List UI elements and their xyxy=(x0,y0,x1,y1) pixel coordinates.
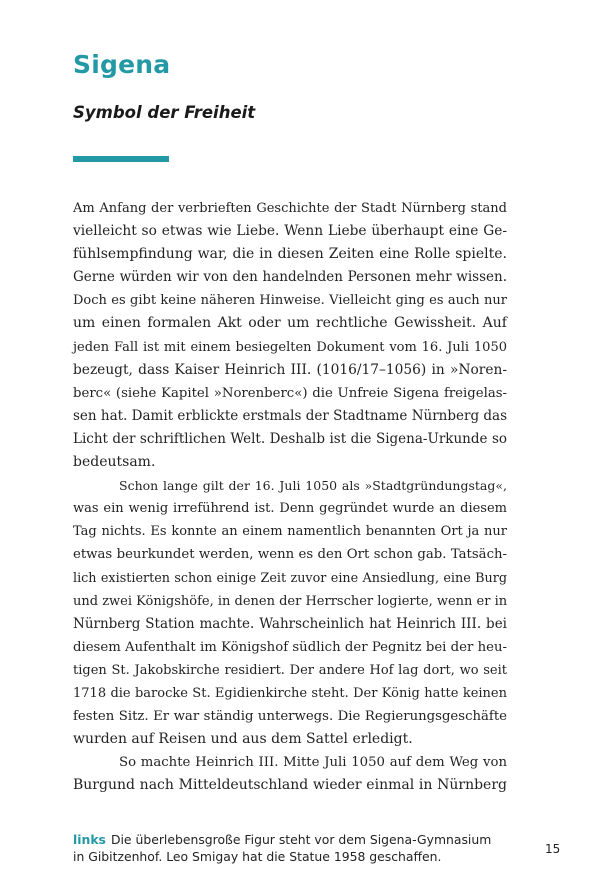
accent-divider xyxy=(73,156,169,162)
text-line: um einen formalen Akt oder um rechtliche Gewissheit. Auf xyxy=(73,315,507,332)
text-line: Burgund nach Mitteldeutschland wieder einmal in Nürnberg xyxy=(73,777,507,794)
text-line: berc« (siehe Kapitel »Norenberc«) die Unfreie Sigena freigelas- xyxy=(73,385,507,401)
text-line: Nürnberg Station machte. Wahrscheinlich hat Heinrich III. bei xyxy=(73,615,507,632)
body-text xyxy=(73,197,507,797)
text-line: bezeugt, dass Kaiser Heinrich III. (1016/17–1056) in »Noren- xyxy=(73,361,507,378)
chapter-subtitle: Symbol der Freiheit xyxy=(73,103,256,122)
text-line: Gerne würden wir von den handelnden Personen mehr wissen. xyxy=(73,269,507,286)
caption-text: Die überlebensgroße Figur steht vor dem Sigena-Gymnasium xyxy=(110,832,492,847)
chapter-title: Sigena xyxy=(73,50,171,79)
text-line: Am Anfang der verbrieften Geschichte der Stadt Nürnberg stand xyxy=(73,201,507,216)
text-line: was ein wenig irreführend ist. Denn gegründet wurde an diesem xyxy=(73,501,507,517)
caption-line xyxy=(73,831,513,848)
text-line: Schon lange gilt der 16. Juli 1050 als »Stadtgründungstag«, xyxy=(119,478,507,494)
text-line: lich existierten schon einige Zeit zuvor eine Ansiedlung, eine Burg xyxy=(73,570,507,586)
text-line: vielleicht so etwas wie Liebe. Wenn Liebe überhaupt eine Ge- xyxy=(73,223,507,240)
text-line: festen Sitz. Er war ständig unterwegs. Die Regierungsgeschäfte xyxy=(73,709,507,725)
text-line: jeden Fall ist mit einem besiegelten Dokument vom 16. Juli 1050 xyxy=(73,339,507,355)
text-line: sen hat. Damit erblickte erstmals der Stadtname Nürnberg das xyxy=(73,407,507,424)
text-line: bedeutsam. xyxy=(73,454,156,471)
text-line: So machte Heinrich III. Mitte Juli 1050 auf dem Weg von xyxy=(119,755,507,771)
text-line: Tag nichts. Es konnte an einem namentlich benannten Ort ja nur xyxy=(73,524,507,540)
text-line: Doch es gibt keine näheren Hinweise. Vielleicht ging es auch nur xyxy=(73,293,507,309)
text-line: tigen St. Jakobskirche residiert. Der andere Hof lag dort, wo seit xyxy=(73,662,507,678)
caption-line: in Gibitzenhof. Leo Smigay hat die Statue 1958 geschaffen. xyxy=(73,849,442,864)
text-line: Licht der schriftlichen Welt. Deshalb ist die Sigena-Urkunde so xyxy=(73,430,507,447)
page-number: 15 xyxy=(545,842,561,856)
text-line: etwas beurkundet werden, wenn es den Ort schon gab. Tatsäch- xyxy=(73,547,507,563)
text-line: und zwei Königshöfe, in denen der Herrscher logierte, wenn er in xyxy=(73,593,508,609)
text-line: 1718 die barocke St. Egidienkirche steht. Der König hatte keinen xyxy=(73,685,507,701)
text-line: diesem Aufenthalt im Königshof südlich der Pegnitz bei der heu- xyxy=(73,639,507,655)
image-caption xyxy=(73,831,513,865)
caption-label: links xyxy=(73,832,106,847)
text-line: fühlsempfindung war, die in diesen Zeiten eine Rolle spielte. xyxy=(73,246,507,263)
text-line: wurden auf Reisen und aus dem Sattel erledigt. xyxy=(73,731,413,748)
